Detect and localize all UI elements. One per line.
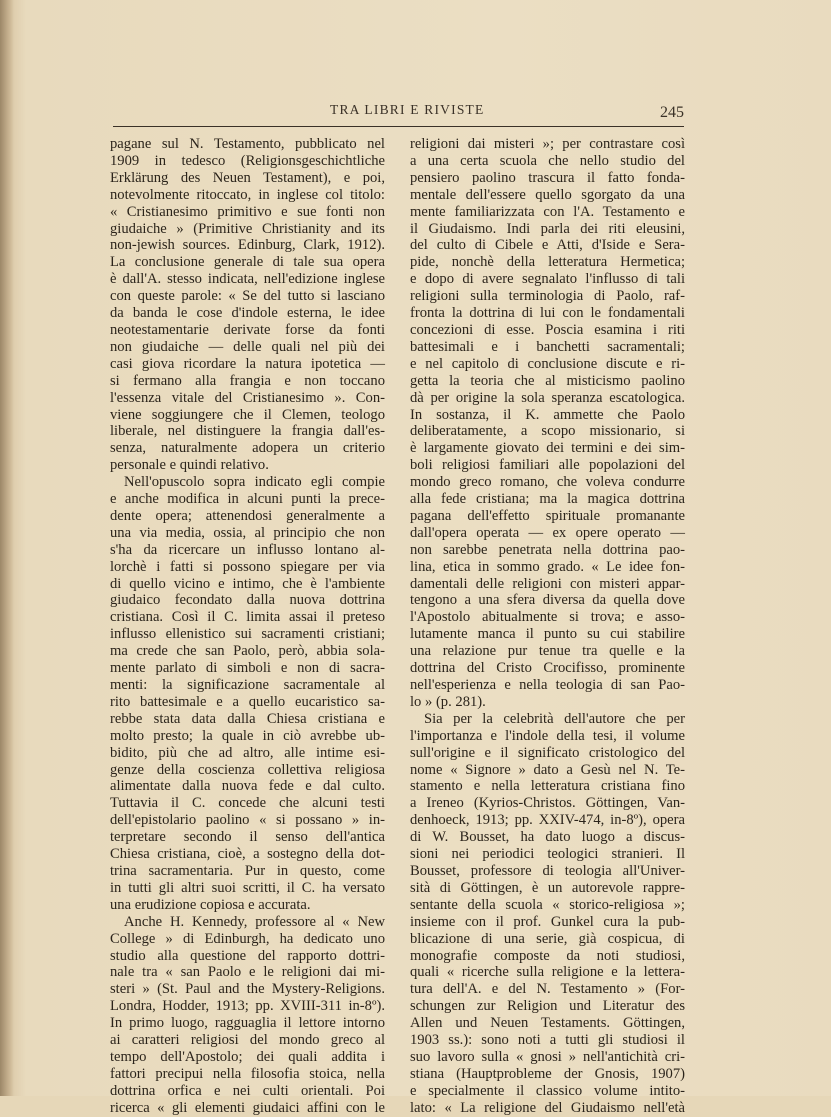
text-line: insieme con il prof. Gunkel cura la pub- <box>410 913 685 930</box>
text-line: mondo greco romano, che voleva condurre <box>410 474 685 491</box>
text-line: alimentate dalla nuova fede e dal culto. <box>110 778 385 795</box>
text-line: quali « ricerche sulla religione e la lettera- <box>410 964 685 981</box>
text-line: da banda le cose d'indole esterna, le idee <box>110 305 385 322</box>
text-line: di W. Bousset, ha dato luogo a discus- <box>410 829 685 846</box>
text-line: 1909 in tedesco (Religionsgeschichtliche <box>110 152 385 169</box>
text-line: è dall'A. stesso indicata, nell'edizione inglese <box>110 271 385 288</box>
text-line: genze della coscienza collettiva religiosa <box>110 761 385 778</box>
text-line: mentale dell'essere quello sgorgato da una <box>410 186 685 203</box>
text-line: giudaico fecondato dalla nuova dottrina <box>110 592 385 609</box>
text-line: rebbe stata data dalla Chiesa cristiana e <box>110 710 385 727</box>
text-line: 1903 ss.): sono noti a tutti gli studiosi il <box>410 1032 685 1049</box>
text-line: non-jewish sources. Edinburg, Clark, 1912). <box>110 237 385 254</box>
text-line: nome « Signore » dato a Gesù nel N. Te- <box>410 761 685 778</box>
text-line: mente familiarizzata con l'A. Testamento e <box>410 203 685 220</box>
text-line: pensiero paolino trascura il fatto fonda- <box>410 169 685 186</box>
text-line: molto presto; la quale in ciò avrebbe ub- <box>110 727 385 744</box>
text-line: Chiesa cristiana, cioè, a sostegno della dot- <box>110 846 385 863</box>
text-line: battesimali e i banchetti sacramentali; <box>410 338 685 355</box>
text-line: il Giudaismo. Indi parla dei riti eleusini, <box>410 220 685 237</box>
text-line: fattori precipui nella filosofia stoica, nella <box>110 1065 385 1082</box>
text-line: lutamente manca il punto su cui stabilire <box>410 626 685 643</box>
page-gutter-shadow <box>0 0 14 1096</box>
text-line: viene soggiungere che il Clemen, teologo <box>110 406 385 423</box>
text-line: personale e quindi relativo. <box>110 457 269 474</box>
text-line: mente parlato di simboli e non di sacra- <box>110 660 385 677</box>
text-line: in tutti gli altri suoi scritti, il C. ha versato <box>110 879 385 896</box>
text-line: lorchè i fatti si possono spiegare per via <box>110 558 385 575</box>
text-line: di quello vicino e intimo, che è l'ambiente <box>110 575 385 592</box>
text-line: Anche H. Kennedy, professore al « New <box>124 913 385 930</box>
text-line: una via media, ossia, al principio che non <box>110 524 385 541</box>
text-line: bidito, più che ad altro, alle intime esi- <box>110 744 385 761</box>
text-line: damentali delle religioni con misteri appar- <box>410 575 685 592</box>
text-line: monografie composte da noti studiosi, <box>410 947 685 964</box>
text-line: dall'opera operata — ex opere operato — <box>410 524 685 541</box>
text-line: dell'epistolario paolino « si possano » in- <box>110 812 385 829</box>
text-line: alla fede cristiana; ma la magica dottrina <box>410 491 685 508</box>
text-line: trina sacramentaria. Pur in questo, come <box>110 862 385 879</box>
text-line: Bousset, professore di teologia all'Univer- <box>410 862 685 879</box>
page-number: 245 <box>660 104 684 121</box>
text-line: suo lavoro sulla « gnosi » nell'antichità cri- <box>410 1048 685 1065</box>
text-line: pide, nonchè della letteratura Hermetica; <box>410 254 685 271</box>
text-line: religioni dai misteri »; per contrastare così <box>410 136 685 152</box>
text-line: fronta la dottrina di lui con le fondamentali <box>410 305 685 322</box>
text-line: lo » (p. 281). <box>410 693 486 710</box>
text-line: blicazione di una serie, già cospicua, di <box>410 930 685 947</box>
text-line: e dopo di avere segnalato l'influsso di tali <box>410 271 685 288</box>
text-line: si fermano alla frangia e non toccano <box>110 372 385 389</box>
text-line: l'essenza vitale del Cristianesimo ». Con- <box>110 389 385 406</box>
text-line: Tuttavia il C. concede che alcuni testi <box>110 795 385 812</box>
text-line: stamento e nella letteratura cristiana fino <box>410 778 685 795</box>
text-line: cristiana. Così il C. limita assai il preteso <box>110 609 385 626</box>
text-line: College » di Edinburgh, ha dedicato uno <box>110 930 385 947</box>
text-line: dottrina del Cristo Crocifisso, prominente <box>410 660 685 677</box>
text-line: dente opera; attenendosi generalmente a <box>110 507 385 524</box>
running-head: TRA LIBRI E RIVISTE <box>330 102 485 117</box>
text-line: una erudizione copiosa e accurata. <box>110 896 311 913</box>
text-line: nell'esperienza e nella teologia di san Pao- <box>410 677 685 693</box>
text-line: a Ireneo (Kyrios-Christos. Göttingen, Van- <box>410 795 685 812</box>
text-line: non sarebbe penetrata nella dottrina pao- <box>410 541 685 558</box>
text-line: boli religiosi familiari alle popolazioni del <box>410 457 685 474</box>
text-line: ma crede che san Paolo, però, abbia sola- <box>110 643 385 660</box>
text-line: s'ha da ricercare un influsso lontano al- <box>110 541 385 558</box>
text-line: non giudaiche — delle quali nel più dei <box>110 338 385 355</box>
text-line: steri » (St. Paul and the Mystery-Religions. <box>110 981 385 998</box>
text-column-left <box>110 136 385 1117</box>
text-line: studio alla questione del rapporto dottri- <box>110 947 385 964</box>
text-line: deliberatamente, a scopo missionario, si <box>410 423 685 440</box>
text-line: concezioni di esse. Poscia esamina i riti <box>410 321 685 338</box>
text-line: e specialmente il classico volume intito- <box>410 1082 685 1099</box>
text-line: denhoeck, 1913; pp. XXIV-474, in-8º), opera <box>410 812 685 829</box>
text-line: getta la teoria che al misticismo paolino <box>410 372 685 389</box>
text-line: sull'origine e il significato cristologico del <box>410 744 685 761</box>
text-line: pagana dell'effetto spirituale promanante <box>410 507 685 524</box>
text-line: dottrina orfica e nei culti orientali. Poi <box>110 1082 385 1099</box>
text-line: tempo dell'Apostolo; dei quali addita i <box>110 1048 385 1065</box>
text-line: a una certa scuola che nello studio del <box>410 152 685 169</box>
text-line: l'Apostolo abitualmente si trova; e asso- <box>410 609 685 626</box>
text-line: pagane sul N. Testamento, pubblicato nel <box>110 136 385 152</box>
text-line: sentante della scuola « storico-religiosa »; <box>410 896 685 913</box>
text-line: lina, etica in sommo grado. « Le idee fon- <box>410 558 685 575</box>
text-line: Erklärung des Neuen Testament), e poi, <box>110 169 385 186</box>
text-line: con queste parole: « Se del tutto si lasciano <box>110 288 385 305</box>
text-line: schungen zur Religion und Literatur des <box>410 998 685 1015</box>
text-line: notevolmente ritoccato, in inglese col titolo: <box>110 186 385 203</box>
text-line: dà per origine la sola speranza escatologica. <box>410 389 685 406</box>
text-line: ai caratteri religiosi del mondo greco al <box>110 1032 385 1049</box>
text-line: nale tra « san Paolo e le religioni dai mi- <box>110 964 385 981</box>
text-line: Sia per la celebrità dell'autore che per <box>424 710 685 727</box>
text-line: Allen und Neuen Testaments. Göttingen, <box>410 1015 685 1032</box>
text-line: liberale, nel distinguere la frangia dall'es- <box>110 423 385 440</box>
text-line: In sostanza, il K. ammette che Paolo <box>410 406 685 423</box>
text-line: del culto di Cibele e Atti, d'Iside e Sera- <box>410 237 685 254</box>
text-line: una relazione pur tenue tra quelle e la <box>410 643 685 660</box>
text-line: Londra, Hodder, 1913; pp. XVIII-311 in-8º). <box>110 998 385 1015</box>
text-line: La conclusione generale di tale sua opera <box>110 254 385 271</box>
text-line: menti: la significazione sacramentale al <box>110 677 385 693</box>
text-line: tengono a una sfera diversa da quella dove <box>410 592 685 609</box>
text-line: terpretare secondo il senso dell'antica <box>110 829 385 846</box>
text-line: sità di Göttingen, è un autorevole rappre- <box>410 879 685 896</box>
text-line: giudaiche » (Primitive Christianity and its <box>110 220 385 237</box>
text-line: « Cristianesimo primitivo e sue fonti non <box>110 203 385 220</box>
text-line: stiana (Hauptprobleme der Gnosis, 1907) <box>410 1065 685 1082</box>
text-line: ricerca « gli elementi giudaici affini con le <box>110 1099 385 1116</box>
header-rule <box>113 126 684 127</box>
text-line: neotestamentarie derivate forse da fonti <box>110 321 385 338</box>
text-line: senza, naturalmente adopera un criterio <box>110 440 385 457</box>
text-line: è largamente giovato dei termini e dei sim- <box>410 440 685 457</box>
text-column-right <box>410 136 685 1117</box>
text-line: e nel capitolo di conclusione discute e ri- <box>410 355 685 372</box>
text-line: religioni sulla terminologia di Paolo, raf- <box>410 288 685 305</box>
text-line: e anche modifica in alcuni punti la prece- <box>110 491 385 508</box>
text-line: In primo luogo, ragguaglia il lettore intorno <box>110 1015 385 1032</box>
text-line: sioni nei periodici teologici stranieri. Il <box>410 846 685 863</box>
text-line: lato: « La religione del Giudaismo nell'età <box>410 1099 685 1116</box>
text-line: Nell'opuscolo sopra indicato egli compie <box>124 474 385 491</box>
text-line: influsso ellenistico sui sacramenti cristiani; <box>110 626 385 643</box>
text-line: l'importanza e l'indole della tesi, il volume <box>410 727 685 744</box>
text-line: rito battesimale e a quello eucaristico sa- <box>110 693 385 710</box>
text-line: casi giova ricordare la natura ipotetica — <box>110 355 385 372</box>
text-line: tura dell'A. e del N. Testamento » (For- <box>410 981 685 998</box>
